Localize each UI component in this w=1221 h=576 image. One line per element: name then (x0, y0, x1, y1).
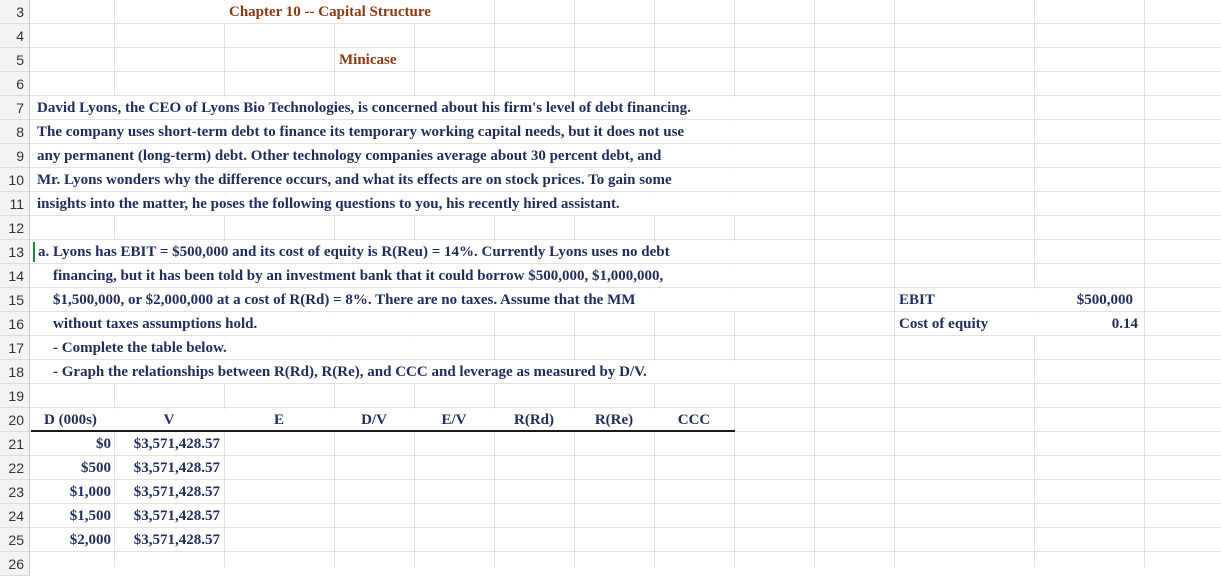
row-header[interactable]: 15 (0, 288, 30, 312)
row-header[interactable]: 23 (0, 480, 30, 504)
input-value-cost-of-equity[interactable]: 0.14 (1111, 316, 1138, 332)
intro-line[interactable]: insights into the matter, he poses the following questions to you, his recently hired assistant. (37, 196, 620, 212)
table-header-v[interactable]: V (163, 412, 175, 428)
col-gridline (1034, 0, 1035, 567)
cell-cursor (33, 242, 35, 262)
table-cell-v[interactable]: $3,571,428.57 (133, 532, 220, 548)
subtitle-cell[interactable]: Minicase (339, 52, 397, 68)
question-line[interactable]: - Complete the table below. (53, 340, 227, 356)
input-value-ebit[interactable]: $500,000 (1076, 292, 1133, 308)
title-cell[interactable]: Chapter 10 -- Capital Structure (229, 4, 431, 20)
intro-line[interactable]: any permanent (long-term) debt. Other technology companies average about 30 percent debt, and (37, 148, 662, 164)
row-header[interactable]: 12 (0, 216, 30, 240)
question-line[interactable]: without taxes assumptions hold. (53, 316, 258, 332)
row-header[interactable]: 9 (0, 144, 30, 168)
intro-line[interactable]: David Lyons, the CEO of Lyons Bio Technologies, is concerned about his firm's level of debt financing. (37, 100, 691, 116)
input-label-cost-of-equity[interactable]: Cost of equity (899, 316, 989, 332)
row-header[interactable]: 13 (0, 240, 30, 264)
row-header[interactable]: 17 (0, 336, 30, 360)
table-header-ccc[interactable]: CCC (677, 412, 711, 428)
row-gridline (30, 71, 1221, 72)
table-cell-d[interactable]: $0 (96, 436, 111, 452)
table-header-rre[interactable]: R(Re) (594, 412, 634, 428)
row-header[interactable]: 20 (0, 408, 30, 432)
question-line[interactable]: - Graph the relationships between R(Rd), R(Re), and CCC and leverage as measured by D/V. (53, 364, 647, 380)
question-line[interactable]: $1,500,000, or $2,000,000 at a cost of R(Rd) = 8%. There are no taxes. Assume that the MM (53, 292, 636, 308)
row-header[interactable]: 10 (0, 168, 30, 192)
table-cell-d[interactable]: $1,000 (69, 484, 111, 500)
row-header[interactable]: 6 (0, 72, 30, 96)
row-gridline (30, 23, 1221, 24)
row-header[interactable]: 11 (0, 192, 30, 216)
row-header[interactable]: 16 (0, 312, 30, 336)
table-cell-d[interactable]: $1,500 (69, 508, 111, 524)
row-header[interactable]: 25 (0, 528, 30, 552)
table-header-e[interactable]: E (273, 412, 284, 428)
table-header-dv[interactable]: D/V (361, 412, 387, 428)
table-cell-v[interactable]: $3,571,428.57 (133, 460, 220, 476)
table-cell-d[interactable]: $500 (81, 460, 111, 476)
row-header[interactable]: 22 (0, 456, 30, 480)
row-header[interactable]: 5 (0, 48, 30, 72)
table-cell-v[interactable]: $3,571,428.57 (133, 484, 220, 500)
table-cell-d[interactable]: $2,000 (69, 532, 111, 548)
col-gridline (1144, 0, 1145, 567)
row-header[interactable]: 26 (0, 552, 30, 576)
question-line[interactable]: a. Lyons has EBIT = $500,000 and its cost of equity is R(Reu) = 14%. Currently Lyons uses no debt (38, 244, 670, 260)
row-gridline (30, 47, 1221, 48)
table-header-d[interactable]: D (000s) (44, 412, 97, 428)
row-header[interactable]: 8 (0, 120, 30, 144)
row-header[interactable]: 4 (0, 24, 30, 48)
input-label-ebit[interactable]: EBIT (899, 292, 935, 308)
table-header-rrd[interactable]: R(Rd) (514, 412, 554, 428)
col-gridline (814, 0, 815, 567)
table-header-ev[interactable]: E/V (441, 412, 467, 428)
col-gridline (894, 0, 895, 567)
intro-line[interactable]: The company uses short-term debt to finance its temporary working capital needs, but it does not use (37, 124, 685, 140)
row-header[interactable]: 14 (0, 264, 30, 288)
question-line[interactable]: financing, but it has been told by an investment bank that it could borrow $500,000, $1,000,000, (53, 268, 664, 284)
table-cell-v[interactable]: $3,571,428.57 (133, 508, 220, 524)
intro-line[interactable]: Mr. Lyons wonders why the difference occurs, and what its effects are on stock prices. To gain some (37, 172, 672, 188)
row-header[interactable]: 19 (0, 384, 30, 408)
row-header[interactable]: 3 (0, 0, 30, 24)
row-header[interactable]: 24 (0, 504, 30, 528)
table-cell-v[interactable]: $3,571,428.57 (133, 436, 220, 452)
row-header[interactable]: 21 (0, 432, 30, 456)
row-header[interactable]: 7 (0, 96, 30, 120)
row-header[interactable]: 18 (0, 360, 30, 384)
